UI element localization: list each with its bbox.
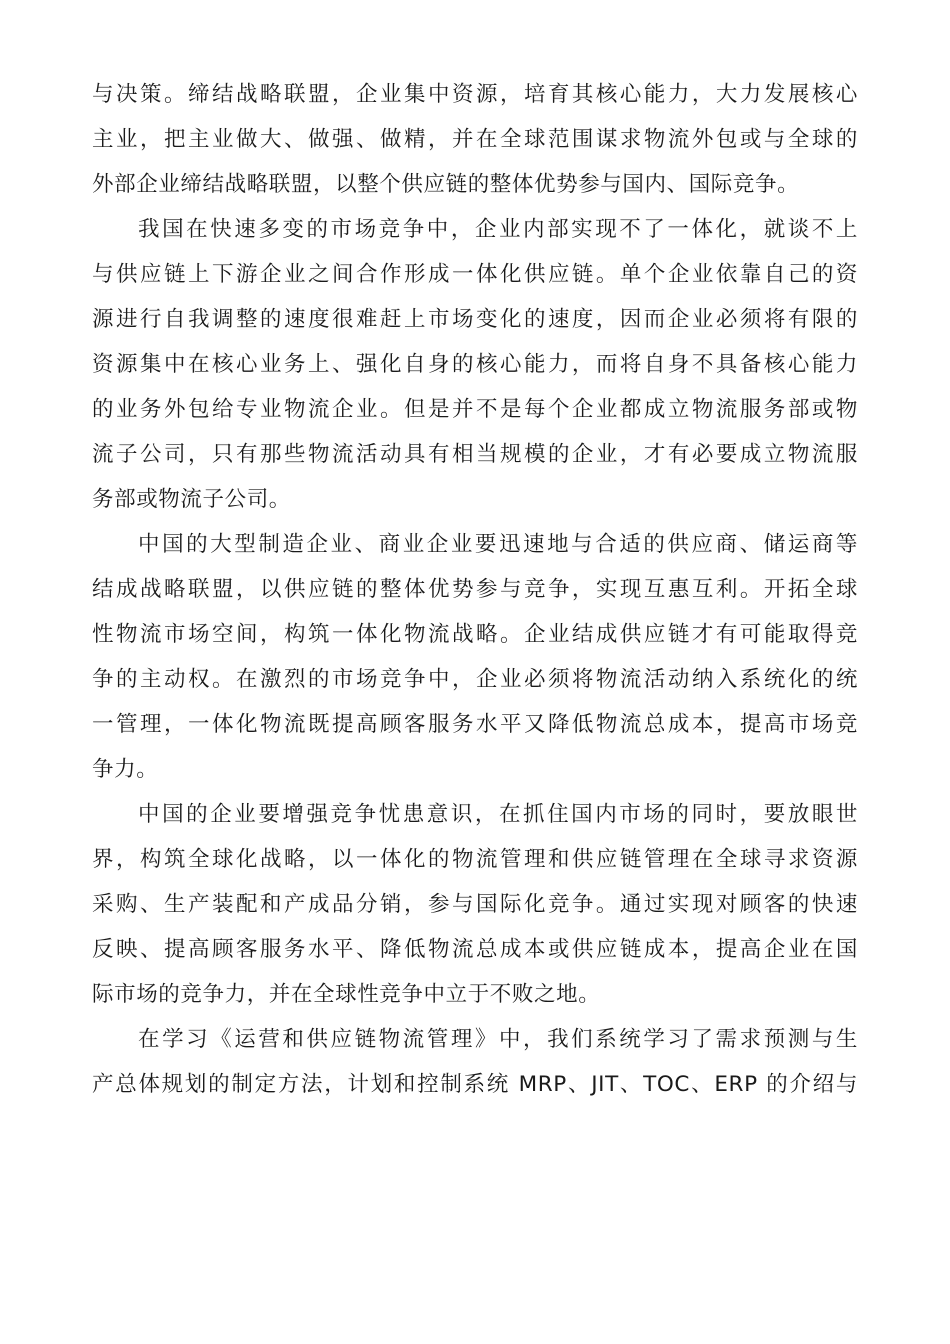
document-page — [92, 72, 858, 1107]
text-line: 界，构筑全球化战略，以一体化的物流管理和供应链管理在全球寻求资源 — [92, 847, 858, 872]
paragraph-4 — [92, 792, 858, 1017]
text-line: 争的主动权。在激烈的市场竞争中，企业必须将物流活动纳入系统化的统 — [92, 667, 858, 692]
text-line: 结成战略联盟，以供应链的整体优势参与竞争，实现互惠互利。开拓全球 — [92, 577, 858, 602]
paragraph-3 — [92, 522, 858, 792]
text-line: 在学习《运营和供应链物流管理》中，我们系统学习了需求预测与生 — [138, 1027, 858, 1052]
text-line: 一管理，一体化物流既提高顾客服务水平又降低物流总成本，提高市场竞 — [92, 712, 858, 737]
text-line: 争力。 — [92, 757, 159, 782]
text-line: 源进行自我调整的速度很难赶上市场变化的速度，因而企业必须将有限的 — [92, 307, 858, 332]
paragraph-5 — [92, 1017, 858, 1107]
text-line: 产总体规划的制定方法，计划和控制系统 MRP、JIT、TOC、ERP 的介绍与 — [92, 1072, 858, 1097]
paragraph-1 — [92, 72, 858, 207]
text-line: 采购、生产装配和产成品分销，参与国际化竞争。通过实现对顾客的快速 — [92, 892, 858, 917]
text-line: 外部企业缔结战略联盟，以整个供应链的整体优势参与国内、国际竞争。 — [92, 172, 800, 197]
text-line: 中国的企业要增强竞争忧患意识，在抓住国内市场的同时，要放眼世 — [138, 802, 858, 827]
text-line: 我国在快速多变的市场竞争中，企业内部实现不了一体化，就谈不上 — [138, 217, 858, 242]
text-line: 反映、提高顾客服务水平、降低物流总成本或供应链成本，提高企业在国 — [92, 937, 858, 962]
text-line: 性物流市场空间，构筑一体化物流战略。企业结成供应链才有可能取得竞 — [92, 622, 858, 647]
paragraph-2 — [92, 207, 858, 522]
text-line: 主业，把主业做大、做强、做精，并在全球范围谋求物流外包或与全球的 — [92, 127, 858, 152]
text-line: 与决策。缔结战略联盟，企业集中资源，培育其核心能力，大力发展核心 — [92, 82, 858, 107]
text-line: 流子公司，只有那些物流活动具有相当规模的企业，才有必要成立物流服 — [92, 442, 858, 467]
text-line: 与供应链上下游企业之间合作形成一体化供应链。单个企业依靠自己的资 — [92, 262, 858, 287]
text-line: 务部或物流子公司。 — [92, 487, 291, 512]
text-line: 际市场的竞争力，并在全球性竞争中立于不败之地。 — [92, 982, 601, 1007]
text-line: 中国的大型制造企业、商业企业要迅速地与合适的供应商、储运商等 — [138, 532, 858, 557]
text-line: 资源集中在核心业务上、强化自身的核心能力，而将自身不具备核心能力 — [92, 352, 858, 377]
text-line: 的业务外包给专业物流企业。但是并不是每个企业都成立物流服务部或物 — [92, 397, 858, 422]
